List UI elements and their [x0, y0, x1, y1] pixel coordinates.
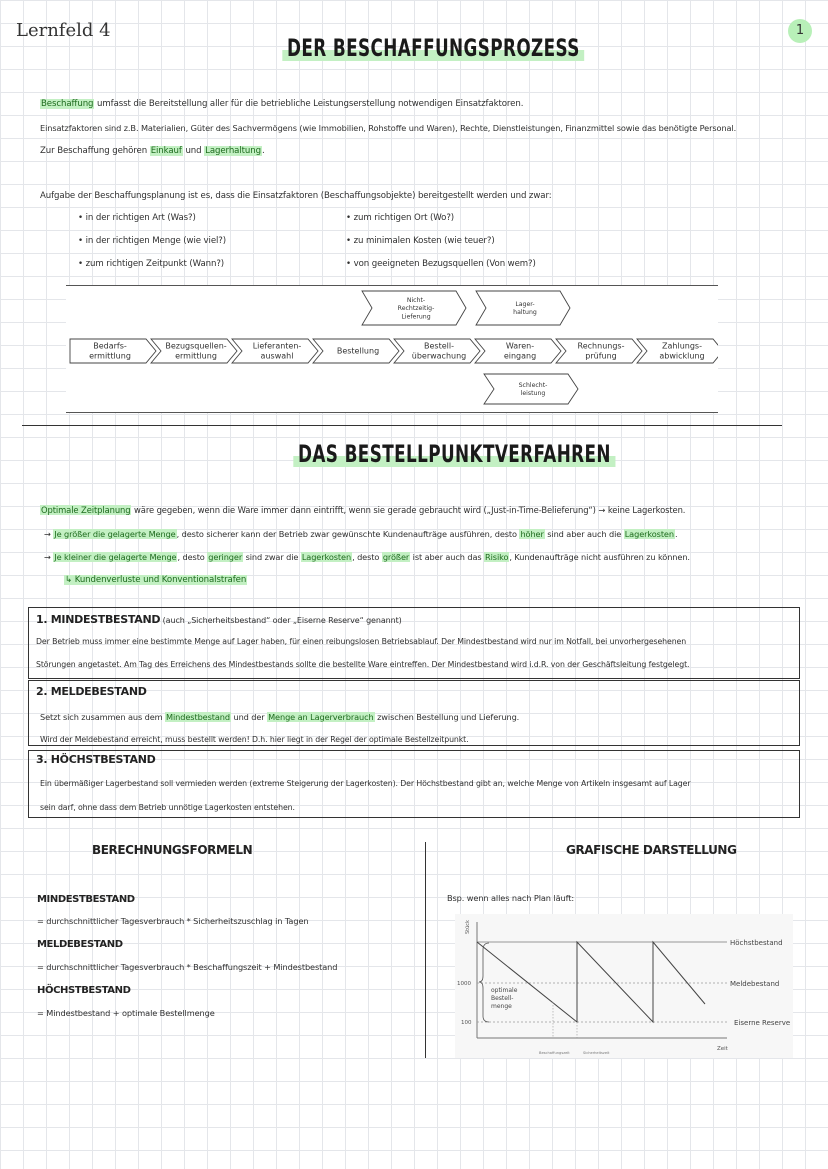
process-step-1 [70, 339, 156, 363]
process-step-lagerhaltung [476, 291, 570, 325]
process-step-1-label: Bedarfs- [93, 341, 127, 351]
formula-meldebestand-heading: MELDEBESTAND [37, 939, 123, 950]
paragraph-zeitplanung: Optimale Zeitplanung wäre gegeben, wenn die Ware immer dann eintrifft, wenn sie gerade gebraucht wird („Just-in-Time-Belieferung“) → keine Lagerkosten. [41, 505, 686, 515]
chart-example: Bsp. wenn alles nach Plan läuft: [447, 893, 574, 903]
formula-hoechstbestand-heading: HÖCHSTBESTAND [37, 985, 131, 996]
subject-label: Lernfeld 4 [16, 20, 111, 41]
bullet-left-1: • in der richtigen Art (Was?) [78, 213, 196, 223]
label-hoechstbestand: Höchstbestand [730, 939, 783, 947]
bullet-right-2: • zu minimalen Kosten (wie teuer?) [346, 236, 495, 246]
column-divider [425, 842, 426, 1058]
box-mindestbestand-line1: Der Betrieb muss immer eine bestimmte Menge auf Lager haben, für einen reibungslosen Betriebsablauf. Der Mindestbestand wird nur im Notfall, bei unvorhergesehenen [36, 637, 687, 646]
process-step-6 [475, 339, 561, 363]
formula-mindestbestand: = durchschnittlicher Tagesverbrauch * Sicherheitszuschlag in Tagen [37, 916, 309, 926]
process-step-4 [313, 339, 399, 363]
inventory-chart [455, 914, 793, 1058]
bullet-kundenverluste: ↳ Kundenverluste und Konventionalstrafen [65, 575, 247, 585]
inventory-chart-svg [455, 914, 793, 1058]
process-step-6-label: Waren- [505, 341, 535, 351]
stock-sawtooth-line [477, 942, 705, 1022]
box-meldebestand-line2: Wird der Meldebestand erreicht, muss bestellt werden! D.h. hier liegt in der Regel der optimale Bestellzeitpunkt. [40, 735, 469, 744]
bracket-bestellmenge [479, 943, 489, 1022]
bullet-right-1: • zum richtigen Ort (Wo?) [346, 213, 455, 223]
process-step-3 [232, 339, 318, 363]
term-einkauf: Einkauf [150, 146, 182, 156]
process-step-4-label: Bestellung [336, 346, 380, 356]
section-title-beschaffungsprozess: DER BESCHAFFUNGSPROZESS [287, 34, 580, 62]
formulas-title: BERECHNUNGSFORMELN [92, 843, 253, 857]
y-tick-1000: 1000 [457, 981, 471, 987]
box-mindestbestand-line2: Störungen angetastet. Am Tag des Erreichens des Mindestbestands sollte die bestellte Ware eintreffen. Der Mindestbestand wird i.d.R. von der Geschäftsleitung festgelegt. [36, 660, 690, 669]
process-step-2-label: Bezugsquellen- [165, 341, 227, 351]
chart-title: GRAFISCHE DARSTELLUNG [566, 843, 737, 857]
box-hoechstbestand-line1: Ein übermäßiger Lagerbestand soll vermieden werden (extreme Steigerung der Lagerkosten). Der Höchstbestand gibt an, welche Menge von Artikeln insgesamt auf Lager [40, 779, 691, 788]
bracket-label-2: Bestell- [491, 995, 514, 1002]
process-step-5 [394, 339, 480, 363]
process-step-lagerhaltung-label: haltung [513, 309, 537, 317]
process-chevrons [66, 286, 718, 414]
bullet-groesser: → Je größer die gelagerte Menge, desto sicherer kann der Betrieb zwar gewünschte Kundenaufträge ausführen, desto höher sind aber auch die Lagerkosten. [44, 529, 678, 539]
bracket-label-3: menge [491, 1003, 512, 1010]
bullet-left-3: • zum richtigen Zeitpunkt (Wann?) [78, 259, 225, 269]
process-step-nicht-rechtzeitig-label: Rechtzeitig- [397, 305, 435, 313]
box-hoechstbestand-line2: sein darf, ohne dass dem Betrieb unnötige Lagerkosten entstehen. [40, 803, 295, 812]
x-mark-sicherheitszeit: Sicherheitszeit [583, 1051, 610, 1055]
formula-hoechstbestand: = Mindestbestand + optimale Bestellmenge [37, 1008, 215, 1018]
process-step-5-label: überwachung [411, 351, 467, 361]
paragraph-beschaffung-gehoert: Zur Beschaffung gehören Einkauf und Lagerhaltung. [40, 146, 265, 156]
section-title-bestellpunktverfahren: DAS BESTELLPUNKTVERFAHREN [298, 440, 611, 468]
process-step-7-label: prüfung [585, 351, 617, 361]
process-diagram [66, 285, 718, 413]
process-step-schlechtleistung [484, 374, 578, 404]
formula-meldebestand: = durchschnittlicher Tagesverbrauch * Beschaffungszeit + Mindestbestand [37, 962, 338, 972]
process-step-lagerhaltung-label: Lager- [515, 300, 535, 308]
process-step-3-label: auswahl [260, 351, 294, 361]
term-lagerhaltung: Lagerhaltung [205, 146, 261, 156]
process-step-7-label: Rechnungs- [577, 341, 625, 351]
formula-mindestbestand-heading: MINDESTBESTAND [37, 894, 135, 905]
bullet-kleiner: → Je kleiner die gelagerte Menge, desto geringer sind zwar die Lagerkosten, desto größer ist aber auch das Risiko, Kundenaufträge nicht ausführen zu können. [44, 552, 690, 562]
box-mindestbestand-heading: 1. MINDESTBESTAND (auch „Sicherheitsbestand“ oder „Eiserne Reserve“ genannt) [36, 613, 402, 626]
process-step-8 [637, 339, 718, 363]
paragraph-einsatzfaktoren: Einsatzfaktoren sind z.B. Materialien, Güter des Sachvermögens (wie Immobilien, Rohstoffe und Waren), Rechte, Dienstleistungen, Finanzmittel sowie das benötigte Personal. [40, 123, 737, 133]
box-meldebestand-heading: 2. MELDEBESTAND [36, 685, 147, 698]
task-sentence: Aufgabe der Beschaffungsplanung ist es, dass die Einsatzfaktoren (Beschaffungsobjekte) bereitgestellt werden und zwar: [40, 191, 552, 201]
term-beschaffung: Beschaffung [41, 99, 94, 109]
page-number-badge: 1 [788, 19, 812, 43]
process-step-1-label: ermittlung [89, 351, 131, 361]
process-step-3-label: Lieferanten- [252, 341, 302, 351]
process-step-nicht-rechtzeitig-label: Lieferung [401, 313, 431, 321]
bullet-right-3: • von geeigneten Bezugsquellen (Von wem?) [346, 259, 536, 269]
process-step-2-label: ermittlung [175, 351, 217, 361]
process-step-5-label: Bestell- [424, 341, 454, 351]
process-step-nicht-rechtzeitig-label: Nicht- [406, 296, 426, 304]
box-hoechstbestand-heading: 3. HÖCHSTBESTAND [36, 753, 156, 766]
paragraph-beschaffung: Beschaffung umfasst die Bereitstellung aller für die betriebliche Leistungserstellung notwendigen Einsatzfaktoren. [41, 99, 524, 109]
bullet-left-2: • in der richtigen Menge (wie viel?) [78, 236, 227, 246]
x-axis-label: Zeit [717, 1046, 728, 1052]
y-tick-100: 100 [461, 1020, 472, 1026]
process-step-8-label: Zahlungs- [662, 341, 702, 351]
process-step-nicht-rechtzeitig [362, 291, 466, 325]
bracket-label-1: optimale [491, 987, 518, 994]
box-meldebestand-line1: Setzt sich zusammen aus dem Mindestbestand und der Menge an Lagerverbrauch zwischen Bestellung und Lieferung. [40, 712, 520, 722]
process-step-schlechtleistung-label: leistung [520, 390, 546, 398]
process-step-6-label: eingang [503, 351, 537, 361]
x-mark-beschaffungszeit: Beschaffungszeit [539, 1051, 570, 1055]
section-divider [22, 425, 782, 426]
process-step-schlechtleistung-label: Schlecht- [518, 381, 548, 389]
label-meldebestand: Meldebestand [730, 980, 780, 988]
y-axis-label: Stück [465, 920, 471, 934]
process-step-2 [151, 339, 237, 363]
label-eiserne-reserve: Eiserne Reserve [734, 1019, 791, 1027]
term-optimale-zeitplanung: Optimale Zeitplanung [41, 505, 131, 515]
process-step-7 [556, 339, 642, 363]
process-step-8-label: abwicklung [659, 351, 705, 361]
